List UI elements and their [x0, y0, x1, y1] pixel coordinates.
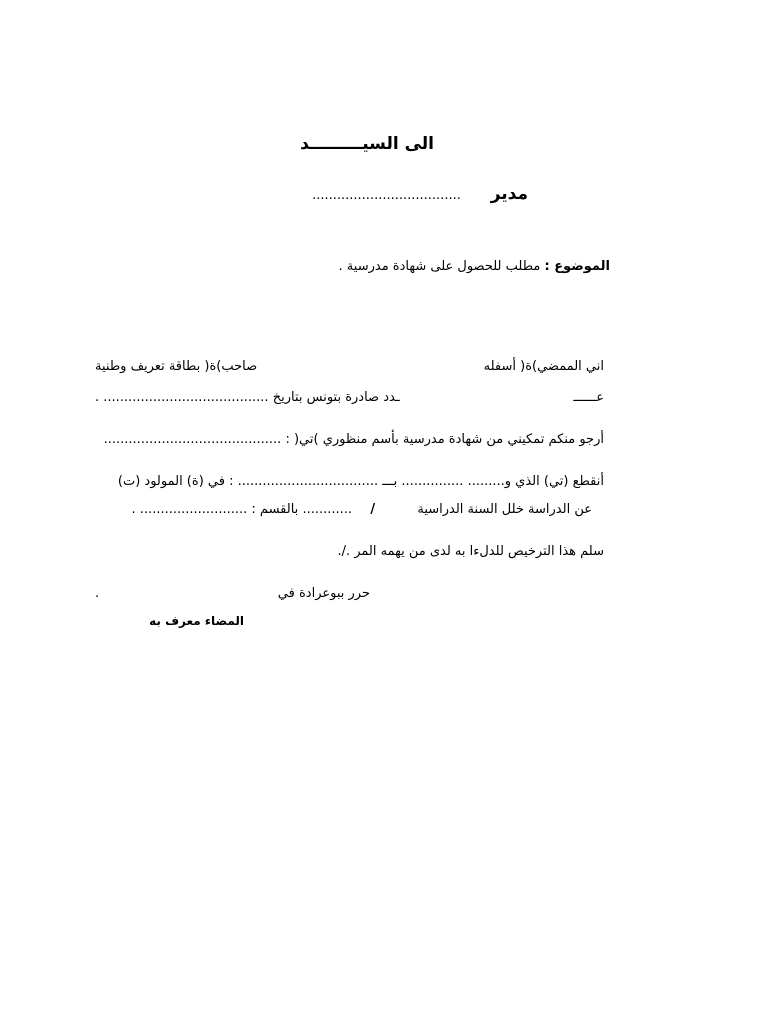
ward-at-text: بـــ — [382, 474, 398, 489]
place-date-line: حرر ببوعرادة في — [277, 586, 370, 601]
letter-title: الى السيـــــــــد — [300, 134, 434, 154]
body-line-1-left: صاحب)ة( بطاقة تعريف وطنية — [95, 359, 258, 374]
place-date-end: . — [95, 586, 100, 601]
class-blank: .......................... . — [131, 502, 248, 517]
issue-date-blank: ........................................ . — [95, 390, 269, 405]
year-blank: ............ — [302, 502, 353, 517]
subject-label: الموضوع : — [544, 259, 610, 274]
class-label: بالقسم : — [251, 502, 299, 517]
school-year-text: عن الدراسة خلل السنة الدراسية — [417, 502, 592, 517]
addressee-line — [312, 184, 528, 206]
year-separator: / — [370, 502, 376, 517]
addressee-label: مدير — [490, 184, 528, 204]
ward-dropped-text: أنقطع (تي) الذي و......... — [467, 474, 604, 489]
body-line-2-right: عــــــ — [573, 390, 604, 405]
ward-name-blank: ........................................... — [103, 432, 282, 447]
request-text: أرجو منكم تمكيني من شهادة مدرسية بأسم منظوري )تي( : — [285, 432, 604, 447]
ward-blank-1: ............... — [401, 474, 464, 489]
addressee-blank: .................................... — [312, 188, 461, 203]
body-line-4 — [118, 474, 604, 490]
ward-birth-text: .................................. : في (ة) المولود (ت) — [117, 474, 379, 489]
subject-line — [339, 259, 610, 275]
body-line-2 — [95, 390, 400, 406]
body-line-6: سلم هذا الترخيص للدلءا به لدى من يهمه المر ./. — [337, 544, 604, 559]
subject-text: مطلب للحصول على شهادة مدرسية . — [338, 259, 541, 274]
body-line-1-right: اني الممضي)ة( أسفله — [483, 359, 604, 374]
body-line-3 — [104, 432, 604, 448]
body-line-5 — [132, 502, 592, 518]
signature-label: المضاء معرف به — [149, 614, 244, 628]
issue-date-text: ـدد صادرة بتونس بتاريخ — [272, 390, 400, 405]
